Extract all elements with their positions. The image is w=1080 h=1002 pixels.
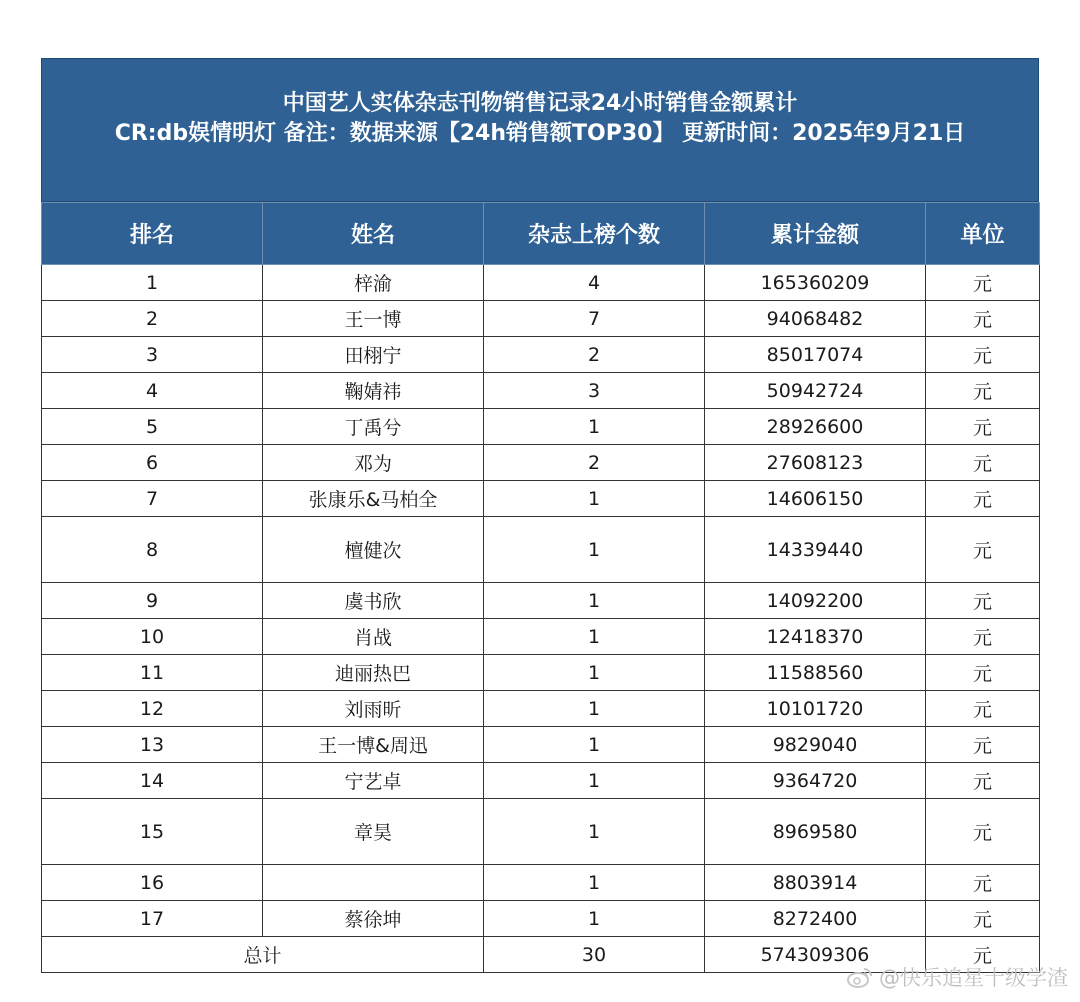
table-row (42, 583, 1040, 619)
cell-unit: 元 (926, 445, 1040, 481)
cell-count: 1 (484, 619, 705, 655)
cell-unit: 元 (926, 901, 1040, 937)
cell-count: 1 (484, 583, 705, 619)
cell-amount: 50942724 (705, 373, 926, 409)
sheet-subtitle: CR:db娱情明灯 备注：数据来源【24h销售额TOP30】 更新时间：2025年9月21日 (114, 121, 966, 146)
cell-rank: 3 (42, 337, 263, 373)
cell-name: 迪丽热巴 (263, 655, 484, 691)
table-row (42, 301, 1040, 337)
table-row (42, 517, 1040, 583)
cell-rank: 15 (42, 799, 263, 865)
table-row (42, 865, 1040, 901)
cell-name: 田栩宁 (263, 337, 484, 373)
cell-rank: 7 (42, 481, 263, 517)
cell-rank: 1 (42, 265, 263, 301)
weibo-icon (847, 966, 873, 988)
cell-unit: 元 (926, 619, 1040, 655)
cell-name: 鞠婧祎 (263, 373, 484, 409)
cell-unit: 元 (926, 337, 1040, 373)
cell-name: 张康乐&马柏全 (263, 481, 484, 517)
table-body (42, 265, 1040, 937)
cell-unit: 元 (926, 691, 1040, 727)
cell-amount: 14339440 (705, 517, 926, 583)
cell-unit: 元 (926, 727, 1040, 763)
cell-count: 1 (484, 409, 705, 445)
header-amount: 累计金额 (705, 203, 926, 265)
cell-unit: 元 (926, 481, 1040, 517)
header-count: 杂志上榜个数 (484, 203, 705, 265)
cell-rank: 10 (42, 619, 263, 655)
cell-count: 1 (484, 481, 705, 517)
cell-count: 2 (484, 337, 705, 373)
cell-rank: 11 (42, 655, 263, 691)
cell-rank: 14 (42, 763, 263, 799)
cell-rank: 4 (42, 373, 263, 409)
cell-count: 7 (484, 301, 705, 337)
cell-unit: 元 (926, 583, 1040, 619)
total-amount: 574309306 (705, 937, 926, 973)
table-row (42, 409, 1040, 445)
cell-amount: 10101720 (705, 691, 926, 727)
cell-name: 章昊 (263, 799, 484, 865)
cell-name: 檀健次 (263, 517, 484, 583)
sales-table (41, 202, 1040, 973)
table-row (42, 373, 1040, 409)
cell-amount: 12418370 (705, 619, 926, 655)
cell-amount: 9829040 (705, 727, 926, 763)
cell-count: 1 (484, 763, 705, 799)
cell-name: 刘雨昕 (263, 691, 484, 727)
cell-unit: 元 (926, 655, 1040, 691)
cell-name: 王一博&周迅 (263, 727, 484, 763)
table-row (42, 763, 1040, 799)
cell-rank: 16 (42, 865, 263, 901)
cell-count: 1 (484, 517, 705, 583)
cell-name: 王一博 (263, 301, 484, 337)
cell-rank: 12 (42, 691, 263, 727)
table-row (42, 265, 1040, 301)
cell-amount: 85017074 (705, 337, 926, 373)
table-row (42, 799, 1040, 865)
table-row (42, 481, 1040, 517)
cell-name: 宁艺卓 (263, 763, 484, 799)
cell-count: 2 (484, 445, 705, 481)
cell-rank: 5 (42, 409, 263, 445)
cell-amount: 8969580 (705, 799, 926, 865)
watermark-text: @快乐追星十级学渣 (879, 966, 1068, 990)
cell-name (263, 865, 484, 901)
cell-unit: 元 (926, 763, 1040, 799)
cell-count: 1 (484, 727, 705, 763)
cell-count: 1 (484, 799, 705, 865)
cell-amount: 94068482 (705, 301, 926, 337)
cell-amount: 14092200 (705, 583, 926, 619)
cell-unit: 元 (926, 301, 1040, 337)
table-row (42, 901, 1040, 937)
title-banner (41, 58, 1039, 202)
cell-rank: 9 (42, 583, 263, 619)
table-row (42, 691, 1040, 727)
cell-amount: 27608123 (705, 445, 926, 481)
cell-name: 丁禹兮 (263, 409, 484, 445)
total-unit: 元 (926, 937, 1040, 973)
cell-count: 4 (484, 265, 705, 301)
cell-rank: 2 (42, 301, 263, 337)
header-rank: 排名 (42, 203, 263, 265)
cell-rank: 8 (42, 517, 263, 583)
cell-count: 1 (484, 901, 705, 937)
table-row (42, 619, 1040, 655)
cell-count: 1 (484, 691, 705, 727)
total-label: 总计 (42, 937, 484, 973)
cell-rank: 6 (42, 445, 263, 481)
watermark (847, 962, 1068, 992)
table-row (42, 655, 1040, 691)
header-unit: 单位 (926, 203, 1040, 265)
cell-name: 虞书欣 (263, 583, 484, 619)
cell-rank: 13 (42, 727, 263, 763)
header-name: 姓名 (263, 203, 484, 265)
cell-unit: 元 (926, 865, 1040, 901)
cell-amount: 11588560 (705, 655, 926, 691)
cell-amount: 8272400 (705, 901, 926, 937)
cell-unit: 元 (926, 265, 1040, 301)
sheet-title: 中国艺人实体杂志刊物销售记录24小时销售金额累计 (282, 91, 798, 116)
cell-amount: 28926600 (705, 409, 926, 445)
cell-unit: 元 (926, 799, 1040, 865)
cell-name: 蔡徐坤 (263, 901, 484, 937)
cell-name: 邓为 (263, 445, 484, 481)
cell-name: 梓渝 (263, 265, 484, 301)
cell-count: 3 (484, 373, 705, 409)
cell-amount: 9364720 (705, 763, 926, 799)
table-row (42, 337, 1040, 373)
sales-sheet (41, 58, 1039, 973)
cell-count: 1 (484, 865, 705, 901)
table-row (42, 727, 1040, 763)
total-count: 30 (484, 937, 705, 973)
cell-count: 1 (484, 655, 705, 691)
cell-unit: 元 (926, 373, 1040, 409)
cell-amount: 165360209 (705, 265, 926, 301)
header-row (42, 203, 1040, 265)
cell-name: 肖战 (263, 619, 484, 655)
cell-rank: 17 (42, 901, 263, 937)
cell-amount: 8803914 (705, 865, 926, 901)
cell-unit: 元 (926, 517, 1040, 583)
cell-unit: 元 (926, 409, 1040, 445)
cell-amount: 14606150 (705, 481, 926, 517)
table-row (42, 445, 1040, 481)
